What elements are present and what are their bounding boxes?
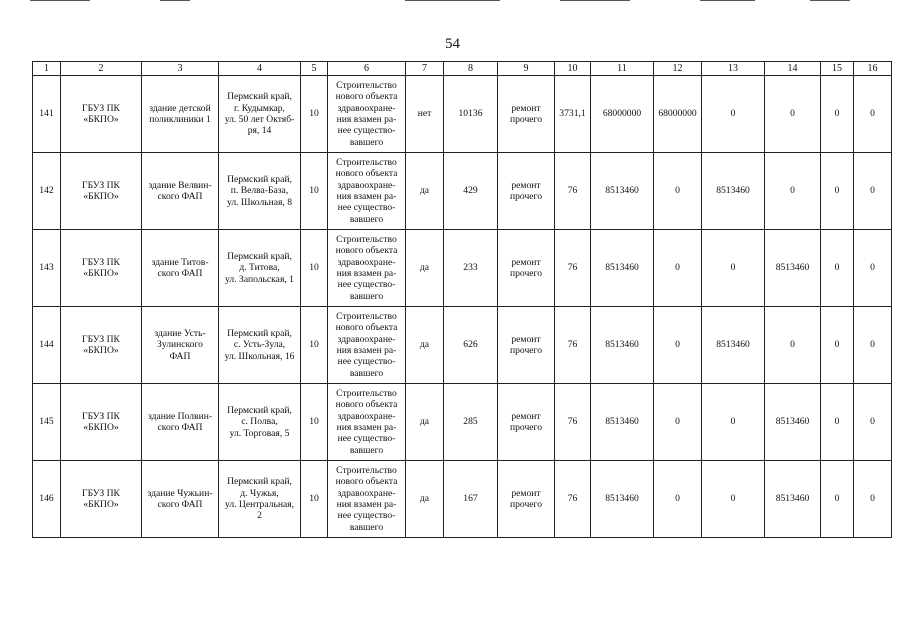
cell-text: Строительство нового объекта здравоохране- ния взамен ра- нее существо- вавшего <box>335 464 398 533</box>
table-cell <box>328 230 406 307</box>
page-number: 54 <box>445 36 460 52</box>
cell-text: 8513460 <box>716 185 750 197</box>
cell-text: да <box>419 339 430 351</box>
cell-text: 0 <box>730 108 736 120</box>
table-cell <box>498 230 555 307</box>
cell-text: 144 <box>39 339 54 351</box>
cell-text: 145 <box>39 416 54 428</box>
cell-text: 10 <box>309 416 319 428</box>
table-cell <box>821 76 854 153</box>
cell-text: ремонт прочего <box>509 256 543 279</box>
table-cell <box>444 307 498 384</box>
cell-text: 8513460 <box>605 262 639 274</box>
table-cell <box>444 153 498 230</box>
column-number-cell: 2 <box>61 62 142 76</box>
table-cell <box>219 461 301 538</box>
cell-text: 8513460 <box>605 493 639 505</box>
cell-text: 146 <box>39 493 54 505</box>
cell-text: 8513460 <box>605 416 639 428</box>
table-cell <box>406 461 444 538</box>
cell-text: 0 <box>834 339 840 351</box>
cell-text: 0 <box>675 185 680 197</box>
table-cell <box>821 461 854 538</box>
cell-text: 8513460 <box>605 185 639 197</box>
table-cell <box>591 461 654 538</box>
cell-text: Строительство нового объекта здравоохране- ния взамен ра- нее существо- вавшего <box>335 310 398 379</box>
table-cell <box>821 230 854 307</box>
table-cell <box>654 384 702 461</box>
cell-text: 0 <box>834 185 840 197</box>
cell-text: да <box>419 262 430 274</box>
table-cell <box>591 384 654 461</box>
cell-text: 8513460 <box>775 416 810 428</box>
cell-text: ремонт прочего <box>509 333 543 356</box>
table-cell <box>33 461 61 538</box>
cell-text: Строительство нового объекта здравоохране- ния взамен ра- нее существо- вавшего <box>335 233 398 302</box>
cell-text: 0 <box>675 493 680 505</box>
column-number-row <box>33 62 892 76</box>
table-cell <box>498 307 555 384</box>
table-cell <box>142 230 219 307</box>
table-cell <box>854 307 892 384</box>
table-cell <box>219 230 301 307</box>
cell-text: 285 <box>463 416 478 428</box>
column-number-cell: 14 <box>765 62 821 76</box>
cell-text: 0 <box>730 262 736 274</box>
cell-text: здание Титов- ского ФАП <box>151 256 209 279</box>
table-cell <box>702 230 765 307</box>
table-cell <box>765 230 821 307</box>
table-cell <box>406 76 444 153</box>
table-cell <box>654 153 702 230</box>
table-row <box>33 153 892 230</box>
top-edge-marks <box>0 0 905 4</box>
table-cell <box>219 384 301 461</box>
table-cell <box>765 153 821 230</box>
table-cell <box>142 76 219 153</box>
table-cell <box>555 384 591 461</box>
table-cell <box>591 153 654 230</box>
column-number-cell: 16 <box>854 62 892 76</box>
table-cell <box>444 230 498 307</box>
cell-text: 8513460 <box>605 339 639 351</box>
table-cell <box>406 384 444 461</box>
cell-text: 142 <box>39 185 54 197</box>
table-cell <box>444 461 498 538</box>
table-row <box>33 76 892 153</box>
table-cell <box>33 307 61 384</box>
table-cell <box>219 307 301 384</box>
cell-text: здание Полвин- ского ФАП <box>147 410 213 433</box>
cell-text: 143 <box>39 262 54 274</box>
column-number-cell: 1 <box>33 62 61 76</box>
cell-text: 0 <box>675 262 680 274</box>
table-cell <box>301 307 328 384</box>
cell-text: 10 <box>309 339 319 351</box>
table-cell <box>301 76 328 153</box>
table-cell <box>61 461 142 538</box>
table-cell <box>654 461 702 538</box>
cell-text: 10 <box>309 262 319 274</box>
cell-text: да <box>419 185 430 197</box>
cell-text: ГБУЗ ПК «БКПО» <box>82 487 120 510</box>
cell-text: Пермский край, с. Усть-Зула, ул. Школьная, 16 <box>224 327 295 362</box>
cell-text: 76 <box>567 493 578 505</box>
column-number-cell: 3 <box>142 62 219 76</box>
table-cell <box>328 153 406 230</box>
cell-text: ремонт прочего <box>509 410 543 433</box>
cell-text: 76 <box>567 262 578 274</box>
table-cell <box>142 307 219 384</box>
table-cell <box>406 307 444 384</box>
table-cell <box>821 307 854 384</box>
table-cell <box>61 384 142 461</box>
cell-text: Пермский край, с. Полва, ул. Торговая, 5 <box>227 404 292 439</box>
table-cell <box>555 76 591 153</box>
cell-text: 0 <box>870 185 875 197</box>
table-cell <box>142 461 219 538</box>
column-number-cell: 6 <box>328 62 406 76</box>
cell-text: ремонт прочего <box>509 179 543 202</box>
table-cell <box>702 307 765 384</box>
cell-text: 10136 <box>458 108 483 120</box>
cell-text: да <box>419 493 430 505</box>
table-cell <box>702 461 765 538</box>
table-cell <box>33 230 61 307</box>
table-cell <box>765 76 821 153</box>
cell-text: ГБУЗ ПК «БКПО» <box>82 410 120 433</box>
table-cell <box>498 153 555 230</box>
table-cell <box>301 153 328 230</box>
table-cell <box>591 76 654 153</box>
table-cell <box>765 461 821 538</box>
table-cell <box>142 384 219 461</box>
table-cell <box>555 230 591 307</box>
table-cell <box>328 461 406 538</box>
cell-text: 0 <box>790 108 795 120</box>
cell-text: ГБУЗ ПК «БКПО» <box>82 179 120 202</box>
cell-text: 0 <box>870 108 875 120</box>
cell-text: Строительство нового объекта здравоохране- ния взамен ра- нее существо- вавшего <box>335 156 398 225</box>
table-cell <box>555 461 591 538</box>
table-cell <box>328 76 406 153</box>
cell-text: здание Чужьин- ского ФАП <box>147 487 213 510</box>
table-row <box>33 461 892 538</box>
table-cell <box>33 76 61 153</box>
cell-text: 68000000 <box>658 108 697 120</box>
cell-text: 0 <box>675 416 680 428</box>
register-table <box>32 61 892 538</box>
column-number-cell: 12 <box>654 62 702 76</box>
cell-text: 0 <box>870 416 875 428</box>
column-number-cell: 9 <box>498 62 555 76</box>
table-cell <box>328 384 406 461</box>
cell-text: 3731,1 <box>559 108 586 120</box>
cell-text: 233 <box>463 262 478 274</box>
table-cell <box>301 384 328 461</box>
cell-text: ГБУЗ ПК «БКПО» <box>82 333 120 356</box>
table-cell <box>854 153 892 230</box>
table-cell <box>328 307 406 384</box>
table-cell <box>702 153 765 230</box>
table-cell <box>61 307 142 384</box>
table-cell <box>854 384 892 461</box>
table-cell <box>444 384 498 461</box>
table-row <box>33 307 892 384</box>
cell-text: 10 <box>309 185 319 197</box>
cell-text: 68000000 <box>602 108 642 120</box>
column-number-cell: 15 <box>821 62 854 76</box>
cell-text: да <box>419 416 430 428</box>
table-cell <box>301 230 328 307</box>
table-cell <box>406 230 444 307</box>
column-number-cell: 11 <box>591 62 654 76</box>
cell-text: Пермский край, д. Чужья, ул. Центральная, 2 <box>224 476 295 522</box>
cell-text: 0 <box>834 416 840 428</box>
cell-text: 0 <box>730 493 736 505</box>
table-cell <box>33 384 61 461</box>
table-cell <box>854 461 892 538</box>
table-cell <box>765 384 821 461</box>
cell-text: 0 <box>834 493 840 505</box>
table-cell <box>61 153 142 230</box>
cell-text: 0 <box>834 108 840 120</box>
table-row <box>33 384 892 461</box>
table-cell <box>555 153 591 230</box>
cell-text: здание детской поликлиники 1 <box>149 102 211 125</box>
table-cell <box>702 384 765 461</box>
cell-text: 8513460 <box>775 262 810 274</box>
table-cell <box>765 307 821 384</box>
table-cell <box>854 76 892 153</box>
column-number-cell: 4 <box>219 62 301 76</box>
cell-text: 76 <box>567 185 578 197</box>
table-cell <box>142 153 219 230</box>
cell-text: Строительство нового объекта здравоохране- ния взамен ра- нее существо- вавшего <box>335 387 398 456</box>
cell-text: здание Велвин- ского ФАП <box>148 179 212 202</box>
table-cell <box>498 76 555 153</box>
cell-text: 0 <box>870 339 875 351</box>
cell-text: 8513460 <box>716 339 750 351</box>
table-cell <box>219 153 301 230</box>
table-row <box>33 230 892 307</box>
column-number-cell: 8 <box>444 62 498 76</box>
table-cell <box>654 76 702 153</box>
cell-text: 0 <box>870 262 875 274</box>
cell-text: 0 <box>870 493 875 505</box>
table-cell <box>821 384 854 461</box>
cell-text: нет <box>417 108 432 120</box>
table-cell <box>854 230 892 307</box>
column-number-cell: 10 <box>555 62 591 76</box>
table-cell <box>821 153 854 230</box>
cell-text: 0 <box>675 339 680 351</box>
cell-text: 10 <box>309 493 319 505</box>
cell-text: 167 <box>463 493 478 505</box>
cell-text: 76 <box>567 416 578 428</box>
table-cell <box>498 461 555 538</box>
column-number-cell: 7 <box>406 62 444 76</box>
table-cell <box>555 307 591 384</box>
table-cell <box>61 230 142 307</box>
cell-text: ГБУЗ ПК «БКПО» <box>82 256 120 279</box>
table-cell <box>591 230 654 307</box>
cell-text: 429 <box>463 185 478 197</box>
table-cell <box>444 76 498 153</box>
cell-text: 0 <box>834 262 840 274</box>
cell-text: 626 <box>463 339 478 351</box>
column-number-cell: 13 <box>702 62 765 76</box>
table-cell <box>702 76 765 153</box>
column-number-cell: 5 <box>301 62 328 76</box>
table-cell <box>301 461 328 538</box>
cell-text: 76 <box>567 339 578 351</box>
table-cell <box>33 153 61 230</box>
table-cell <box>219 76 301 153</box>
cell-text: здание Усть- Зулинского ФАП <box>154 327 206 362</box>
cell-text: ГБУЗ ПК «БКПО» <box>82 102 120 125</box>
table-cell <box>654 307 702 384</box>
table-cell <box>498 384 555 461</box>
cell-text: 0 <box>790 339 795 351</box>
cell-text: 10 <box>309 108 319 120</box>
cell-text: Строительство нового объекта здравоохране- ния взамен ра- нее существо- вавшего <box>335 79 398 148</box>
table-cell <box>591 307 654 384</box>
cell-text: 141 <box>39 108 54 120</box>
table-cell <box>654 230 702 307</box>
cell-text: ремонт прочего <box>509 102 543 125</box>
cell-text: 8513460 <box>775 493 810 505</box>
cell-text: ремонт прочего <box>509 487 543 510</box>
cell-text: 0 <box>730 416 736 428</box>
cell-text: Пермский край, г. Кудымкар, ул. 50 лет Октяб- ря, 14 <box>224 91 295 137</box>
table-cell <box>406 153 444 230</box>
cell-text: Пермский край, п. Велва-База, ул. Школьная, 8 <box>226 173 293 208</box>
cell-text: 0 <box>790 185 795 197</box>
cell-text: Пермский край, д. Титова, ул. Запольская, 1 <box>225 250 294 285</box>
table-cell <box>61 76 142 153</box>
